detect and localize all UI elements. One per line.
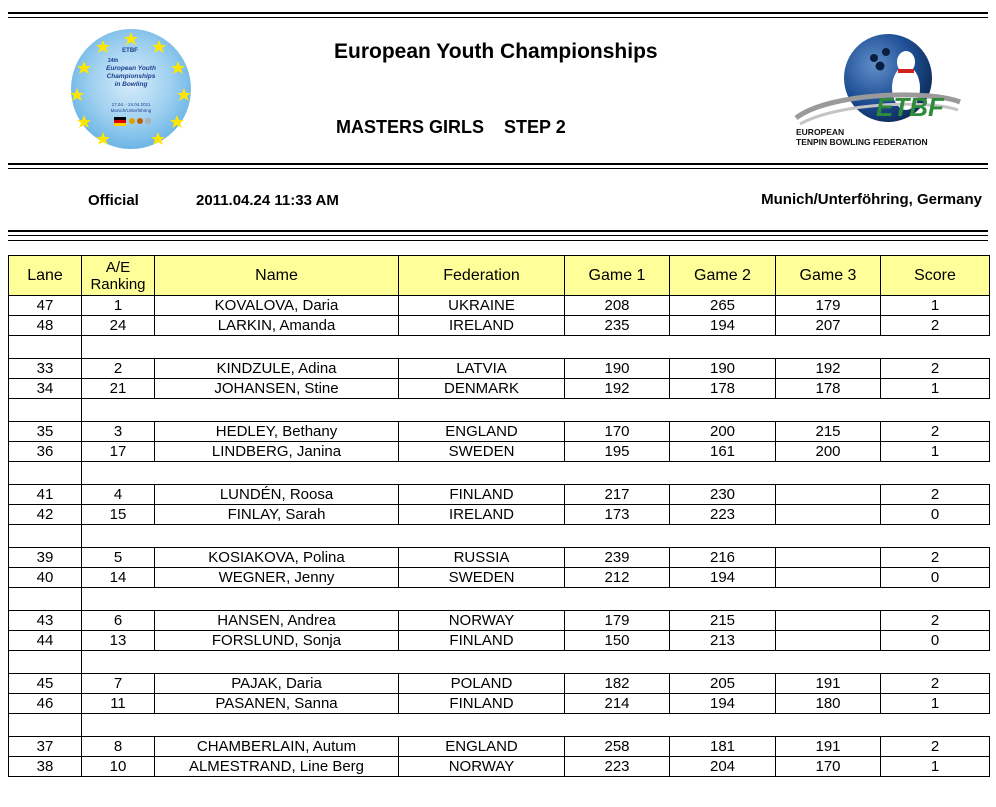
top-rule-2 — [8, 17, 988, 18]
lane-cell: 36 — [9, 442, 82, 462]
score-cell: 1 — [881, 757, 990, 777]
game2-cell: 194 — [670, 568, 776, 588]
etbf-logo — [790, 32, 970, 154]
table-row — [9, 296, 990, 316]
game2-cell: 194 — [670, 694, 776, 714]
table-row — [9, 737, 990, 757]
rank-cell: 7 — [82, 674, 155, 694]
federation-cell: FINLAND — [399, 485, 565, 505]
table-row — [9, 505, 990, 525]
game3-cell: 170 — [776, 757, 881, 777]
lane-cell: 45 — [9, 674, 82, 694]
match-separator — [9, 651, 990, 674]
table-rule-2 — [8, 235, 988, 236]
status-label: Official — [88, 192, 139, 209]
game1-cell: 239 — [565, 548, 670, 568]
page-title: European Youth Championships — [334, 40, 658, 63]
col-lane: Lane — [9, 256, 82, 296]
federation-cell: RUSSIA — [399, 548, 565, 568]
table-row — [9, 548, 990, 568]
score-cell: 2 — [881, 737, 990, 757]
score-cell: 2 — [881, 316, 990, 336]
game2-cell: 205 — [670, 674, 776, 694]
player-name: LINDBERG, Janina — [155, 442, 399, 462]
rank-cell: 8 — [82, 737, 155, 757]
lane-cell: 35 — [9, 422, 82, 442]
rank-cell: 11 — [82, 694, 155, 714]
game3-cell: 200 — [776, 442, 881, 462]
game1-cell: 179 — [565, 611, 670, 631]
top-rule-1 — [8, 12, 988, 14]
separator-cell — [82, 399, 990, 422]
sponsor-icon — [137, 118, 143, 124]
lane-cell: 33 — [9, 359, 82, 379]
game1-cell: 192 — [565, 379, 670, 399]
game3-cell — [776, 568, 881, 588]
timestamp: 2011.04.24 11:33 AM — [196, 192, 339, 209]
rank-cell: 1 — [82, 296, 155, 316]
svg-text:EUROPEAN: EUROPEAN — [796, 127, 845, 137]
col-game2: Game 2 — [670, 256, 776, 296]
game1-cell: 195 — [565, 442, 670, 462]
player-name: FORSLUND, Sonja — [155, 631, 399, 651]
game3-cell — [776, 631, 881, 651]
svg-text:ETBF: ETBF — [122, 48, 138, 54]
game3-cell: 207 — [776, 316, 881, 336]
player-name: PAJAK, Daria — [155, 674, 399, 694]
rank-cell: 21 — [82, 379, 155, 399]
lane-cell: 39 — [9, 548, 82, 568]
match-separator — [9, 588, 990, 611]
lane-cell: 34 — [9, 379, 82, 399]
player-name: LARKIN, Amanda — [155, 316, 399, 336]
game1-cell: 212 — [565, 568, 670, 588]
federation-cell: FINLAND — [399, 694, 565, 714]
game2-cell: 178 — [670, 379, 776, 399]
match-separator — [9, 714, 990, 737]
svg-text:TENPIN BOWLING FEDERATION: TENPIN BOWLING FEDERATION — [796, 137, 928, 147]
separator-cell — [9, 651, 82, 674]
game2-cell: 161 — [670, 442, 776, 462]
player-name: HEDLEY, Bethany — [155, 422, 399, 442]
separator-cell — [82, 588, 990, 611]
lane-cell: 44 — [9, 631, 82, 651]
game3-cell: 178 — [776, 379, 881, 399]
federation-cell: IRELAND — [399, 316, 565, 336]
federation-cell: DENMARK — [399, 379, 565, 399]
game2-cell: 200 — [670, 422, 776, 442]
score-cell: 0 — [881, 505, 990, 525]
rank-cell: 17 — [82, 442, 155, 462]
player-name: WEGNER, Jenny — [155, 568, 399, 588]
game2-cell: 194 — [670, 316, 776, 336]
rank-cell: 24 — [82, 316, 155, 336]
svg-text:ETBF: ETBF — [876, 92, 944, 122]
header-rule-2 — [8, 168, 988, 169]
match-separator — [9, 525, 990, 548]
federation-cell: NORWAY — [399, 611, 565, 631]
lane-cell: 43 — [9, 611, 82, 631]
game2-cell: 190 — [670, 359, 776, 379]
player-name: FINLAY, Sarah — [155, 505, 399, 525]
game3-cell — [776, 611, 881, 631]
svg-text:Munich/Unterföhring: Munich/Unterföhring — [110, 108, 152, 113]
rank-cell: 6 — [82, 611, 155, 631]
score-cell: 1 — [881, 442, 990, 462]
table-row — [9, 631, 990, 651]
lane-cell: 47 — [9, 296, 82, 316]
game1-cell: 217 — [565, 485, 670, 505]
game1-cell: 150 — [565, 631, 670, 651]
game1-cell: 182 — [565, 674, 670, 694]
rank-cell: 3 — [82, 422, 155, 442]
game1-cell: 173 — [565, 505, 670, 525]
federation-cell: SWEDEN — [399, 568, 565, 588]
table-row — [9, 757, 990, 777]
table-row — [9, 568, 990, 588]
game3-cell: 215 — [776, 422, 881, 442]
federation-cell: ENGLAND — [399, 737, 565, 757]
separator-cell — [9, 399, 82, 422]
svg-text:in Bowling: in Bowling — [114, 81, 148, 88]
game2-cell: 216 — [670, 548, 776, 568]
player-name: KOSIAKOVA, Polina — [155, 548, 399, 568]
game3-cell — [776, 505, 881, 525]
game2-cell: 204 — [670, 757, 776, 777]
sponsor-icon — [145, 118, 151, 124]
score-cell: 0 — [881, 631, 990, 651]
separator-cell — [9, 336, 82, 359]
event-subtitle — [336, 117, 566, 138]
player-name: JOHANSEN, Stine — [155, 379, 399, 399]
svg-text:European Youth: European Youth — [106, 65, 156, 72]
rank-cell: 13 — [82, 631, 155, 651]
rank-cell: 5 — [82, 548, 155, 568]
player-name: PASANEN, Sanna — [155, 694, 399, 714]
event-step: STEP 2 — [504, 117, 566, 137]
match-separator — [9, 399, 990, 422]
separator-cell — [9, 462, 82, 485]
separator-cell — [82, 525, 990, 548]
table-row — [9, 611, 990, 631]
game2-cell: 181 — [670, 737, 776, 757]
game3-cell: 192 — [776, 359, 881, 379]
federation-cell: UKRAINE — [399, 296, 565, 316]
player-name: HANSEN, Andrea — [155, 611, 399, 631]
score-cell: 0 — [881, 568, 990, 588]
game1-cell: 223 — [565, 757, 670, 777]
player-name: LUNDÉN, Roosa — [155, 485, 399, 505]
game2-cell: 213 — [670, 631, 776, 651]
table-row — [9, 442, 990, 462]
table-rule-1 — [8, 230, 988, 232]
table-row — [9, 316, 990, 336]
game1-cell: 235 — [565, 316, 670, 336]
svg-text:17.04. - 24.04.2011: 17.04. - 24.04.2011 — [111, 102, 151, 107]
rank-cell: 15 — [82, 505, 155, 525]
score-cell: 1 — [881, 694, 990, 714]
federation-cell: SWEDEN — [399, 442, 565, 462]
score-cell: 2 — [881, 674, 990, 694]
federation-cell: POLAND — [399, 674, 565, 694]
rank-cell: 10 — [82, 757, 155, 777]
table-row — [9, 694, 990, 714]
federation-cell: FINLAND — [399, 631, 565, 651]
table-row — [9, 379, 990, 399]
col-game3: Game 3 — [776, 256, 881, 296]
location: Munich/Unterföhring, Germany — [761, 191, 982, 208]
player-name: CHAMBERLAIN, Autum — [155, 737, 399, 757]
game3-cell — [776, 548, 881, 568]
sponsor-icon — [129, 118, 135, 124]
game2-cell: 215 — [670, 611, 776, 631]
event-name: MASTERS GIRLS — [336, 117, 485, 137]
game3-cell: 191 — [776, 737, 881, 757]
match-separator — [9, 462, 990, 485]
game1-cell: 208 — [565, 296, 670, 316]
game2-cell: 223 — [670, 505, 776, 525]
federation-cell: ENGLAND — [399, 422, 565, 442]
separator-cell — [9, 525, 82, 548]
col-game1: Game 1 — [565, 256, 670, 296]
score-cell: 2 — [881, 548, 990, 568]
col-federation: Federation — [399, 256, 565, 296]
score-cell: 1 — [881, 296, 990, 316]
lane-cell: 46 — [9, 694, 82, 714]
game3-cell: 180 — [776, 694, 881, 714]
german-flag-icon — [114, 117, 126, 126]
lane-cell: 41 — [9, 485, 82, 505]
federation-cell: LATVIA — [399, 359, 565, 379]
separator-cell — [82, 336, 990, 359]
separator-cell — [82, 651, 990, 674]
score-cell: 1 — [881, 379, 990, 399]
score-cell: 2 — [881, 422, 990, 442]
player-name: KINDZULE, Adina — [155, 359, 399, 379]
championship-logo — [70, 28, 192, 150]
rank-cell: 2 — [82, 359, 155, 379]
table-row — [9, 674, 990, 694]
game2-cell: 265 — [670, 296, 776, 316]
rank-cell: 14 — [82, 568, 155, 588]
svg-text:Championships: Championships — [106, 73, 156, 80]
col-score: Score — [881, 256, 990, 296]
lane-cell: 42 — [9, 505, 82, 525]
col-name: Name — [155, 256, 399, 296]
player-name: KOVALOVA, Daria — [155, 296, 399, 316]
lane-cell: 40 — [9, 568, 82, 588]
lane-cell: 38 — [9, 757, 82, 777]
game3-cell: 191 — [776, 674, 881, 694]
svg-text:24th: 24th — [108, 58, 119, 64]
separator-cell — [82, 462, 990, 485]
separator-cell — [9, 588, 82, 611]
game3-cell — [776, 485, 881, 505]
game3-cell: 179 — [776, 296, 881, 316]
lane-cell: 48 — [9, 316, 82, 336]
lane-cell: 37 — [9, 737, 82, 757]
separator-cell — [9, 714, 82, 737]
game2-cell: 230 — [670, 485, 776, 505]
results-table — [8, 255, 990, 777]
score-cell: 2 — [881, 359, 990, 379]
score-cell: 2 — [881, 611, 990, 631]
player-name: ALMESTRAND, Line Berg — [155, 757, 399, 777]
game1-cell: 190 — [565, 359, 670, 379]
game1-cell: 170 — [565, 422, 670, 442]
match-separator — [9, 336, 990, 359]
rank-cell: 4 — [82, 485, 155, 505]
federation-cell: IRELAND — [399, 505, 565, 525]
table-row — [9, 359, 990, 379]
score-cell: 2 — [881, 485, 990, 505]
federation-cell: NORWAY — [399, 757, 565, 777]
col-ranking: A/E Ranking — [82, 256, 155, 296]
table-row — [9, 422, 990, 442]
separator-cell — [82, 714, 990, 737]
game1-cell: 214 — [565, 694, 670, 714]
table-header-row — [9, 256, 990, 296]
table-rule-3 — [8, 240, 988, 241]
game1-cell: 258 — [565, 737, 670, 757]
table-row — [9, 485, 990, 505]
header-rule-1 — [8, 163, 988, 165]
